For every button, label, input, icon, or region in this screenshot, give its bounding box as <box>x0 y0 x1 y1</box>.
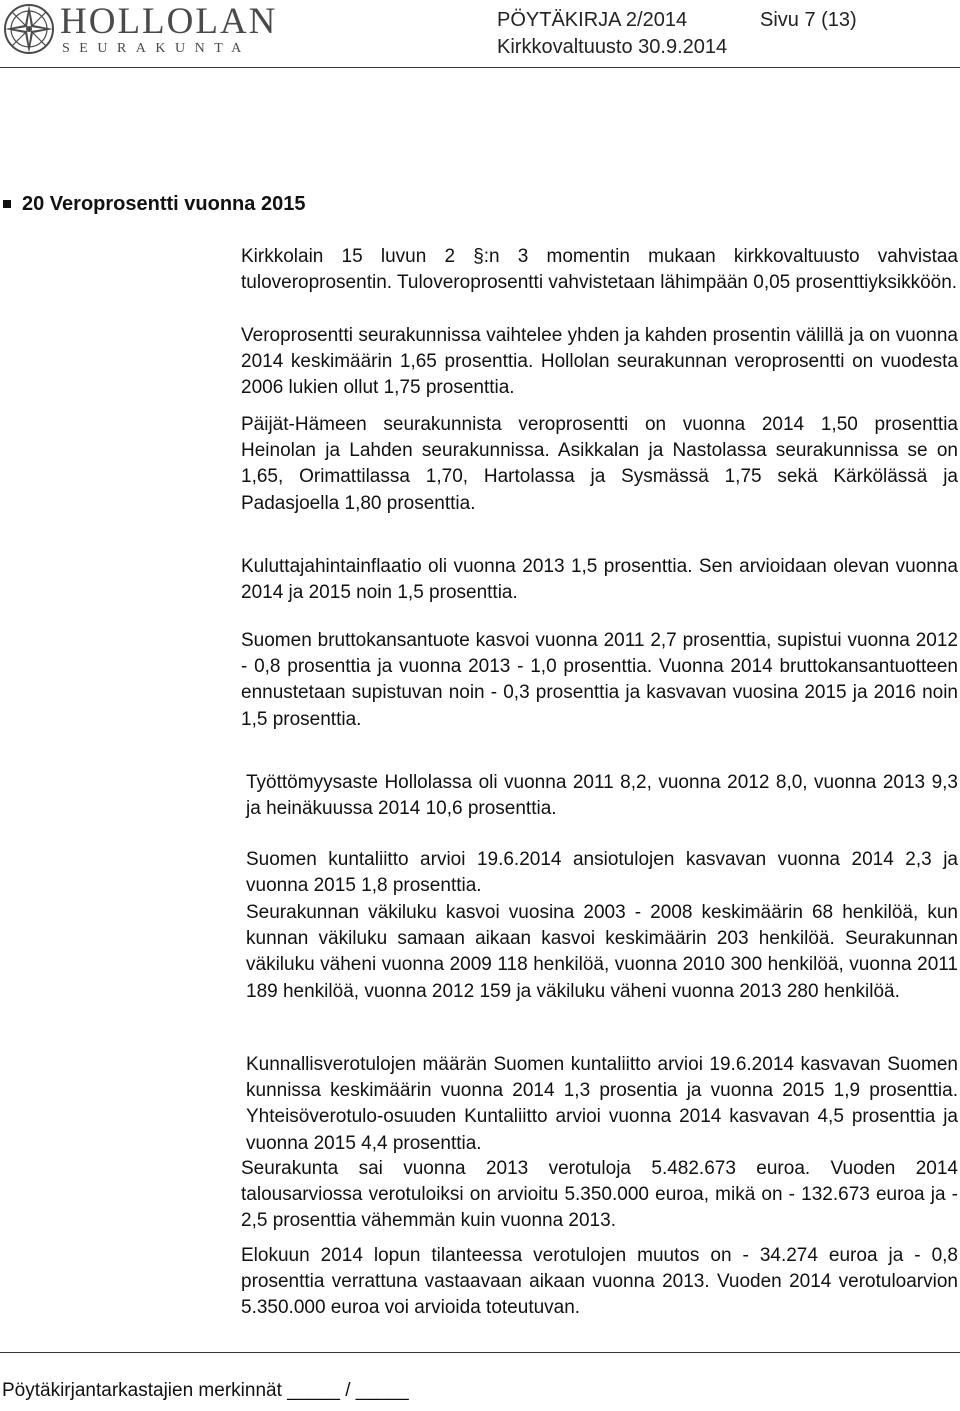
paragraph-municipal-tax: Kunnallisverotulojen määrän Suomen kuntaliitto arvioi 19.6.2014 kasvavan Suomen kunnissa keskimäärin vuonna 2014 1,3 prosentia ja vuonna 2015 1,9 prosenttia. Yhteisöverotulo-osuuden Kuntaliitto arvioi vuonna 2014 kasvavan 4,5 prosenttia ja vuonna 2015 4,4 prosenttia. <box>246 1054 958 1154</box>
paragraph-earned-income: Suomen kuntaliitto arvioi 19.6.2014 ansiotulojen kasvavan vuonna 2014 2,3 ja vuonna 2015 1,8 prosenttia. <box>246 849 958 897</box>
paragraph-unemployment: Työttömyysaste Hollolassa oli vuonna 2011 8,2, vuonna 2012 8,0, vuonna 2013 9,3 ja heinäkuussa 2014 10,6 prosenttia. <box>246 772 958 820</box>
footer-signature-line: Pöytäkirjantarkastajien merkinnät _____ / _____ <box>2 1380 409 1401</box>
paragraph-region-rates: Päijät-Hämeen seurakunnista veroprosentti on vuonna 2014 1,50 prosenttia Heinolan ja Lahden seurakunnissa. Asikkalan ja Nastolassa seurakunnissa se on 1,65, Orimattilassa 1,70, Hartolassa ja Sysmässä 1,75 sekä Kärkölässä ja Padasjoella 1,80 prosenttia. <box>241 414 958 514</box>
header-divider <box>0 67 960 68</box>
paragraph-inflation: Kuluttajahintainflaatio oli vuonna 2013 1,5 prosenttia. Sen arvioidaan olevan vuonna 2014 ja 2015 noin 1,5 prosenttia. <box>241 556 958 604</box>
logo-name: HOLLOLAN <box>60 1 278 42</box>
paragraph-gdp: Suomen bruttokansantuote kasvoi vuonna 2011 2,7 prosenttia, supistui vuonna 2012 - 0,8 prosenttia ja vuonna 2013 - 1,0 prosenttia. Vuonna 2014 bruttokansantuotteen ennustetaan supistuvan noin - 0,3 prosenttia ja kasvavan vuosina 2015 ja 2016 noin 1,5 prosenttia. <box>241 630 958 730</box>
footer-divider <box>0 1352 960 1353</box>
logo-subtitle: SEURAKUNTA <box>62 41 251 56</box>
section-heading <box>0 193 940 216</box>
paragraph-tax-rate: Veroprosentti seurakunnissa vaihtelee yhden ja kahden prosentin välillä ja on vuonna 2014 keskimäärin 1,65 prosenttia. Hollolan seurakunnan veroprosentti on vuodesta 2006 lukien ollut 1,75 prosenttia. <box>241 325 958 399</box>
page-number: Sivu 7 (13) <box>760 9 857 31</box>
paragraph-august-status: Elokuun 2014 lopun tilanteessa verotulojen muutos on - 34.274 euroa ja - 0,8 prosenttia verrattuna vastaavaan aikaan vuonna 2013. Vuoden 2014 verotuloarvion 5.350.000 euroa voi arvioida toteutuvan. <box>241 1245 958 1319</box>
paragraph-legal-basis: Kirkkolain 15 luvun 2 §:n 3 momentin mukaan kirkkovaltuusto vahvistaa tuloveroprosentin. Tuloveroprosentti vahvistetaan lähimpään 0,05 prosenttiyksikköön. <box>241 246 958 294</box>
document-title: PÖYTÄKIRJA 2/2014 <box>497 9 688 31</box>
paragraph-tax-revenue: Seurakunta sai vuonna 2013 verotuloja 5.482.673 euroa. Vuoden 2014 talousarviossa verotuloiksi on arvioitu 5.350.000 euroa, mikä on - 132.673 euroa ja - 2,5 prosenttia vähemmän kuin vuonna 2013. <box>241 1158 958 1232</box>
parish-logo <box>2 2 292 60</box>
section-title: 20 Veroprosentti vuonna 2015 <box>22 193 306 215</box>
bullet-square-icon <box>0 193 22 216</box>
page-header <box>0 0 960 68</box>
meeting-date: Kirkkovaltuusto 30.9.2014 <box>497 36 728 58</box>
compass-star-icon <box>2 2 56 56</box>
paragraph-population: Seurakunnan väkiluku kasvoi vuosina 2003 - 2008 keskimäärin 68 henkilöä, kun kunnan väkiluku samaan aikaan kasvoi keskimäärin 203 henkilöä. Seurakunnan väkiluku väheni vuonna 2009 118 henkilöä, vuonna 2010 300 henkilöä, vuonna 2011 189 henkilöä, vuonna 2012 159 ja väkiluku väheni vuonna 2013 280 henkilöä. <box>246 902 958 1002</box>
